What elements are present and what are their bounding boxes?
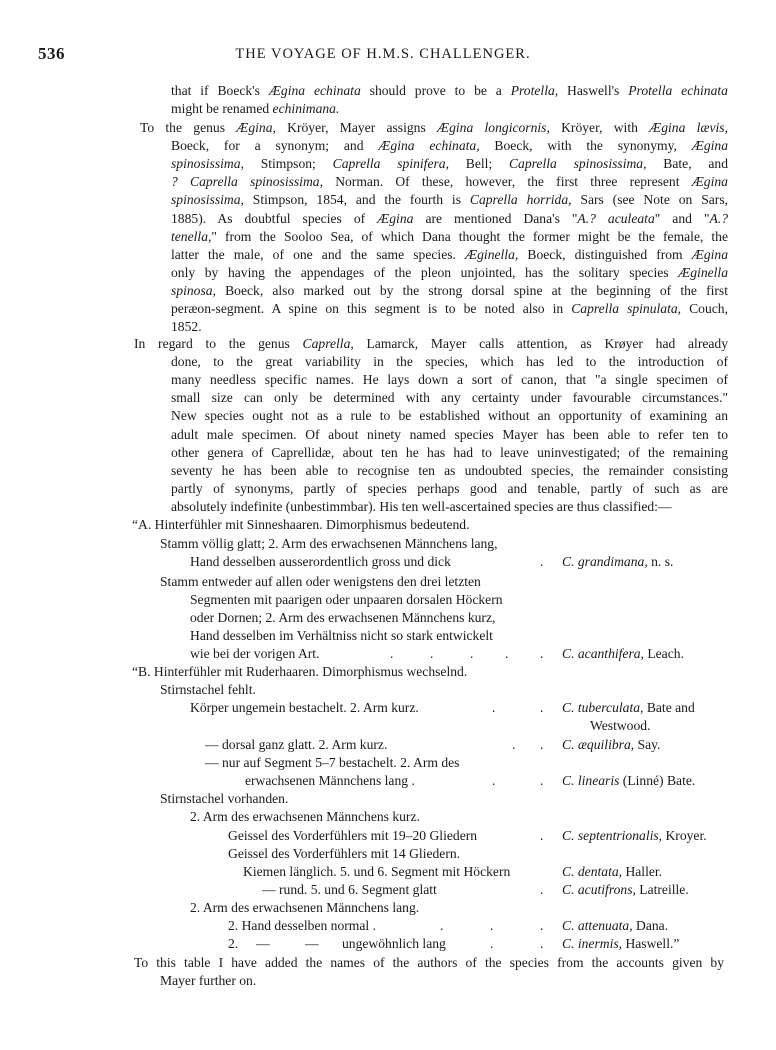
- italic-text: Ægina,: [236, 120, 276, 135]
- species-name: [562, 645, 684, 662]
- paragraph-line: [171, 407, 728, 424]
- key-text: — dorsal ganz glatt. 2. Arm kurz.: [205, 737, 388, 752]
- species-name: [562, 699, 695, 716]
- text-run: might be renamed: [171, 101, 273, 116]
- text-run: Boeck, distinguished from: [518, 246, 692, 262]
- key-text: Kiemen länglich. 5. und 6. Segment mit Höckern: [243, 864, 511, 879]
- paragraph-line: [171, 426, 728, 443]
- key-text: 2. Arm des erwachsenen Männchens lang.: [190, 900, 420, 915]
- italic-text: Ægina echinata,: [378, 138, 480, 154]
- italic-text: Ægina: [691, 138, 728, 154]
- paragraph-line: [171, 264, 728, 281]
- italic-text: C. acanthifera,: [562, 646, 644, 661]
- italic-text: Protella,: [510, 83, 559, 98]
- species-name: [562, 881, 689, 898]
- text-run: latter the male, of one and the same species.: [171, 246, 466, 262]
- text-run: Bell;: [448, 156, 509, 172]
- italic-text: Ægina lævis,: [649, 120, 728, 135]
- text-run: other genera of Caprellidæ, about ten he has had to leave uninvestigated; of the remaining: [171, 444, 728, 460]
- leader-dot: .: [492, 700, 496, 715]
- key-text: Hand desselben im Verhältniss nicht so stark entwickelt: [190, 628, 493, 643]
- italic-text: Ægina longicornis,: [437, 120, 550, 135]
- text-run: peræon-segment. A spine on this segment is to be noted also in: [171, 301, 572, 316]
- italic-text: Ægina: [691, 246, 729, 262]
- italic-text: C. linearis: [562, 773, 620, 788]
- key-number: 2.: [228, 936, 239, 951]
- italic-text: C. inermis,: [562, 936, 623, 951]
- key-text: 2. Hand desselben normal .: [228, 918, 376, 933]
- key-subheading: Stirnstachel fehlt.: [160, 682, 256, 697]
- text-run: seventy he has been able to recognise ten as undoubted species, the remainder consisting: [171, 462, 728, 478]
- leader-dot: .: [492, 773, 496, 788]
- text-run: Mayer further on.: [160, 973, 257, 988]
- leader-dot: .: [540, 646, 544, 661]
- italic-text: spinosa,: [171, 282, 216, 298]
- text-run: Kroyer.: [662, 828, 707, 843]
- italic-text: C. dentata,: [562, 864, 623, 879]
- paragraph-line: [171, 246, 728, 263]
- italic-text: Protella echinata: [628, 83, 728, 98]
- leader-dot: .: [490, 936, 494, 951]
- paragraph-line: [171, 282, 728, 299]
- leader-dot: .: [540, 828, 544, 843]
- text-run: Boeck, also marked out by the strong dorsal spine at the beginning of the first: [215, 282, 728, 298]
- species-name: [562, 935, 679, 952]
- page-number: 536: [38, 44, 65, 63]
- leader-dot: .: [540, 936, 544, 951]
- paragraph-line: [171, 100, 339, 117]
- paragraph-line: [171, 300, 728, 317]
- italic-text: C. grandimana,: [562, 554, 648, 569]
- paragraph-line: [171, 137, 728, 154]
- italic-text: Æginella: [678, 264, 728, 280]
- italic-text: Ægina: [377, 210, 414, 226]
- species-name: [562, 863, 662, 880]
- species-name: [562, 736, 660, 753]
- text-run: Bate and: [643, 700, 695, 715]
- italic-text: C. attenuata,: [562, 918, 633, 933]
- text-run: Lamarck, Mayer calls attention, as Krøyer had already: [353, 336, 729, 351]
- text-run: Bate, and: [646, 156, 729, 172]
- running-title: THE VOYAGE OF H.M.S. CHALLENGER.: [235, 46, 531, 62]
- leader-dot: .: [540, 882, 544, 897]
- paragraph-line: [171, 191, 728, 208]
- species-name: [562, 772, 695, 789]
- leader-dot: .: [505, 646, 509, 661]
- paragraph-line: [134, 954, 724, 971]
- text-run: Stimpson, 1854, and the fourth is: [243, 192, 470, 208]
- key-text: erwachsenen Männchens lang .: [245, 773, 415, 788]
- text-run: Say.: [634, 737, 661, 752]
- text-run: Boeck, with the synonymy,: [479, 138, 692, 154]
- leader-dot: .: [540, 554, 544, 569]
- paragraph-line: [171, 480, 728, 497]
- text-run: done, to the great variability in the species, which has led to the introduction of: [171, 354, 728, 370]
- text-run: small size can only be determined with any certainty under favourable circumstances.": [171, 390, 728, 406]
- paragraph-line: [171, 318, 202, 335]
- leader-dot: .: [490, 918, 494, 933]
- paragraph-line: [171, 228, 728, 245]
- leader-dot: .: [390, 646, 394, 661]
- leader-dot: .: [440, 918, 444, 933]
- italic-text: Æginella,: [465, 246, 519, 262]
- paragraph-line: [171, 498, 672, 515]
- ditto-dash: —: [256, 936, 270, 951]
- italic-text: Caprella spinulata,: [571, 301, 682, 316]
- italic-text: Ægina: [691, 174, 728, 190]
- key-text: ungewöhnlich lang: [342, 936, 446, 951]
- italic-text: C. æquilibra,: [562, 737, 635, 752]
- text-run: Haswell's: [558, 83, 629, 98]
- text-run: only by having the appendages of the pleon unjointed, has the solitary species: [171, 264, 679, 280]
- key-text: Körper ungemein bestachelt. 2. Arm kurz.: [190, 700, 419, 715]
- text-run: Boeck, for a synonym; and: [171, 138, 379, 154]
- italic-text: Ægina echinata: [268, 83, 361, 98]
- leader-dot: .: [512, 737, 516, 752]
- paragraph-line: [171, 444, 728, 461]
- section-a-heading: “A. Hinterfühler mit Sinneshaaren. Dimorphismus bedeutend.: [132, 517, 470, 532]
- text-run: To this table I have added the names of the authors of the species from the accounts given by: [134, 955, 724, 970]
- key-text: Hand desselben ausserordentlich gross und dick: [190, 554, 451, 569]
- key-text: Stamm völlig glatt; 2. Arm des erwachsenen Männchens lang,: [160, 536, 498, 551]
- text-run: In regard to the genus: [134, 336, 303, 351]
- paragraph-line: [171, 353, 728, 370]
- italic-text: echinimana.: [272, 101, 340, 116]
- italic-text: Caprella spinifera,: [332, 156, 449, 172]
- italic-text: A.?: [709, 210, 728, 226]
- paragraph-line: [171, 155, 728, 172]
- text-run: Dana.: [632, 918, 669, 933]
- leader-dot: .: [470, 646, 474, 661]
- text-run: adult male specimen. Of about ninety named species Mayer has been able to refer ten to: [171, 426, 728, 442]
- text-run: 1852.: [171, 319, 202, 335]
- paragraph-line: [134, 335, 728, 352]
- key-text: 2. Arm des erwachsenen Männchens kurz.: [190, 809, 420, 824]
- text-run: " from the Sooloo Sea, of which Dana thought the former might be the female, the: [211, 228, 728, 244]
- leader-dot: .: [430, 646, 434, 661]
- text-run: partly of synonyms, partly of species perhaps good and tenable, partly of such as are: [171, 480, 728, 496]
- leader-dot: .: [540, 737, 544, 752]
- text-run: Sars (see Note on Sars,: [571, 192, 729, 208]
- paragraph-line: [171, 389, 728, 406]
- key-text: Segmenten mit paarigen oder unpaaren dorsalen Höckern: [190, 592, 503, 607]
- text-run: should prove to be a: [360, 83, 511, 98]
- key-text: wie bei der vorigen Art.: [190, 646, 320, 661]
- text-run: Haswell.”: [622, 936, 680, 951]
- species-name: [562, 553, 673, 570]
- text-run: To the genus: [140, 120, 237, 135]
- key-text: oder Dornen; 2. Arm des erwachsenen Männchens kurz,: [190, 610, 496, 625]
- paragraph-line: [160, 972, 256, 989]
- italic-text: spinosissima,: [171, 192, 244, 208]
- leader-dot: .: [540, 773, 544, 788]
- paragraph-line: [171, 371, 728, 388]
- key-text: — rund. 5. und 6. Segment glatt: [262, 882, 437, 897]
- italic-text: Caprella,: [302, 336, 354, 351]
- italic-text: C. septentrionalis,: [562, 828, 663, 843]
- key-text: Stamm entweder auf allen oder wenigstens den drei letzten: [160, 574, 481, 589]
- text-run: New species ought not as a rule to be established without an opportunity of examining an: [171, 408, 728, 424]
- running-header: [38, 44, 728, 64]
- leader-dot: .: [540, 700, 544, 715]
- paragraph-line: [171, 210, 728, 227]
- italic-text: ? Caprella spinosissima,: [171, 174, 323, 190]
- italic-text: A.? aculeata: [577, 210, 655, 226]
- italic-text: spinosissima,: [171, 156, 244, 172]
- text-run: (Linné) Bate.: [619, 773, 696, 788]
- key-text: — nur auf Segment 5–7 bestachelt. 2. Arm des: [205, 755, 460, 770]
- paragraph-line: [171, 82, 728, 99]
- text-run: absolutely indefinite (unbestimmbar). His ten well-ascertained species are thus classified:—: [171, 498, 672, 514]
- text-run: 1885). As doubtful species of: [171, 210, 378, 226]
- text-run: Kröyer, Mayer assigns: [275, 120, 438, 135]
- text-run: Stimpson;: [243, 156, 333, 172]
- species-name: [562, 827, 707, 844]
- italic-text: C. acutifrons,: [562, 882, 636, 897]
- text-run: Haller.: [622, 864, 663, 879]
- key-subheading: Stirnstachel vorhanden.: [160, 791, 289, 806]
- italic-text: Caprella spinosissima,: [508, 156, 647, 172]
- paragraph-line: [171, 173, 728, 190]
- text-run: that if Boeck's: [171, 83, 269, 98]
- italic-text: tenella,: [171, 228, 212, 244]
- italic-text: Caprella horrida,: [469, 192, 572, 208]
- species-author-continued: Westwood.: [590, 718, 651, 733]
- text-run: Leach.: [643, 646, 684, 661]
- paragraph-line: [171, 462, 728, 479]
- paragraph-line: [140, 119, 728, 136]
- text-run: are mentioned Dana's ": [413, 210, 578, 226]
- text-run: Kröyer, with: [549, 120, 650, 135]
- text-run: Norman. Of these, however, the first three represent: [322, 174, 692, 190]
- text-run: n. s.: [647, 554, 674, 569]
- text-run: many needless specific names. He lays down a sort of canon, that "a single specimen of: [171, 372, 728, 388]
- ditto-dash: —: [305, 936, 319, 951]
- key-text: Geissel des Vorderfühlers mit 19–20 Gliedern: [228, 828, 478, 843]
- text-run: Couch,: [681, 301, 728, 316]
- leader-dot: .: [540, 918, 544, 933]
- section-b-heading: “B. Hinterfühler mit Ruderhaaren. Dimorphismus wechselnd.: [132, 664, 468, 679]
- text-run: " and ": [654, 210, 710, 226]
- text-run: Latreille.: [635, 882, 689, 897]
- key-text: Geissel des Vorderfühlers mit 14 Gliedern.: [228, 846, 461, 861]
- species-name: [562, 917, 668, 934]
- italic-text: C. tuberculata,: [562, 700, 644, 715]
